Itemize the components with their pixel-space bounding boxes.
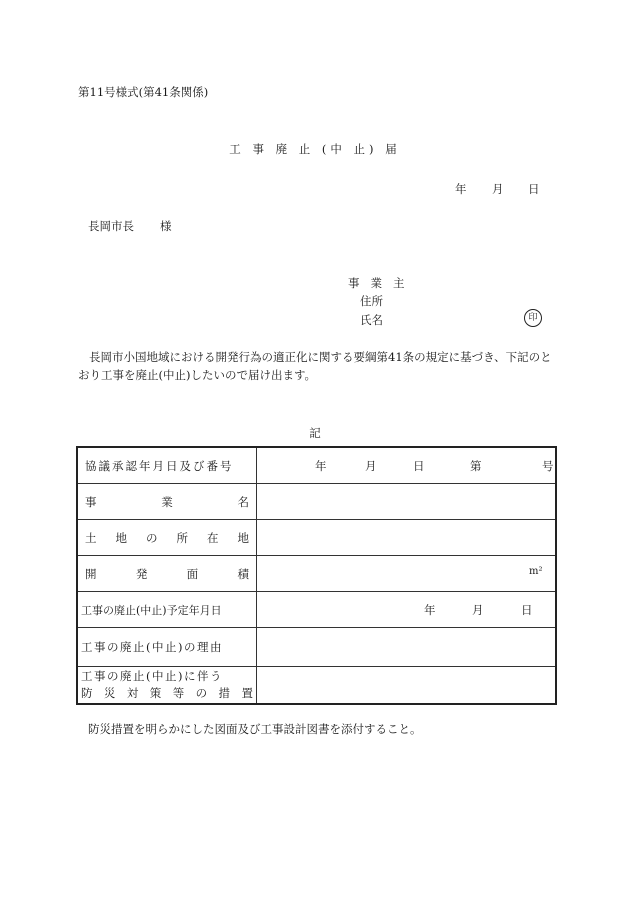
date-line (455, 181, 540, 197)
date-day: 日 (528, 182, 540, 196)
approval-go: 号 (542, 459, 554, 473)
seal-icon: 印 (524, 309, 542, 327)
row-label-approval: 協議承認年月日及び番号 (85, 458, 234, 473)
scheduled-year: 年 (424, 603, 436, 617)
ki-heading: 記 (309, 426, 321, 440)
row-label-scheduled-date: 工事の廃止(中止)予定年月日 (81, 603, 222, 617)
project-name-value-cell[interactable] (257, 484, 557, 520)
date-month: 月 (492, 182, 504, 196)
row-label-measures-line1: 工事の廃止(中止)に伴う (81, 669, 223, 683)
addressee-name: 長岡市長 (88, 219, 134, 233)
table-row (77, 556, 556, 592)
scheduled-date-value-cell[interactable] (257, 592, 557, 628)
table-row (77, 667, 556, 705)
table-row (77, 628, 556, 667)
document-title: 工 事 廃 止 (中 止) 届 (229, 142, 401, 156)
approval-day: 日 (413, 459, 425, 473)
date-year: 年 (455, 182, 467, 196)
row-label-project-name: 事 業 名 (85, 494, 249, 509)
approval-year: 年 (315, 459, 327, 473)
area-unit: m² (529, 566, 543, 577)
form-number-label: 第11号様式(第41条関係) (78, 85, 209, 99)
row-label-reason: 工事の廃止(中止)の理由 (81, 640, 223, 654)
addressee-honorific: 様 (160, 219, 172, 233)
scheduled-day: 日 (521, 603, 533, 617)
table-row (77, 447, 556, 484)
row-label-location: 土 地 の 所 在 地 (85, 530, 249, 545)
area-value-cell[interactable] (257, 556, 557, 592)
location-value-cell[interactable] (257, 520, 557, 556)
table-row (77, 520, 556, 556)
approval-value-cell[interactable] (257, 447, 557, 484)
row-label-area: 開 発 面 積 (85, 566, 249, 581)
notification-table (76, 446, 557, 705)
applicant-address-label: 住所 (360, 294, 383, 308)
applicant-role: 事業主 (348, 276, 416, 290)
table-row (77, 592, 556, 628)
applicant-name-label: 氏名 (360, 313, 383, 327)
body-text: 長岡市小国地域における開発行為の適正化に関する要綱第41条の規定に基づき、下記のとおり工事を廃止(中止)したいので届け出ます。 (78, 350, 552, 382)
row-label-measures-line2: 防 災 対 策 等 の 措 置 (81, 686, 253, 700)
attachment-note: 防災措置を明らかにした図面及び工事設計図書を添付すること。 (88, 722, 422, 736)
table-row (77, 484, 556, 520)
scheduled-month: 月 (472, 603, 484, 617)
measures-value-cell[interactable] (257, 667, 557, 705)
addressee (88, 218, 172, 234)
reason-value-cell[interactable] (257, 628, 557, 667)
approval-dai: 第 (470, 459, 482, 473)
approval-month: 月 (365, 459, 377, 473)
